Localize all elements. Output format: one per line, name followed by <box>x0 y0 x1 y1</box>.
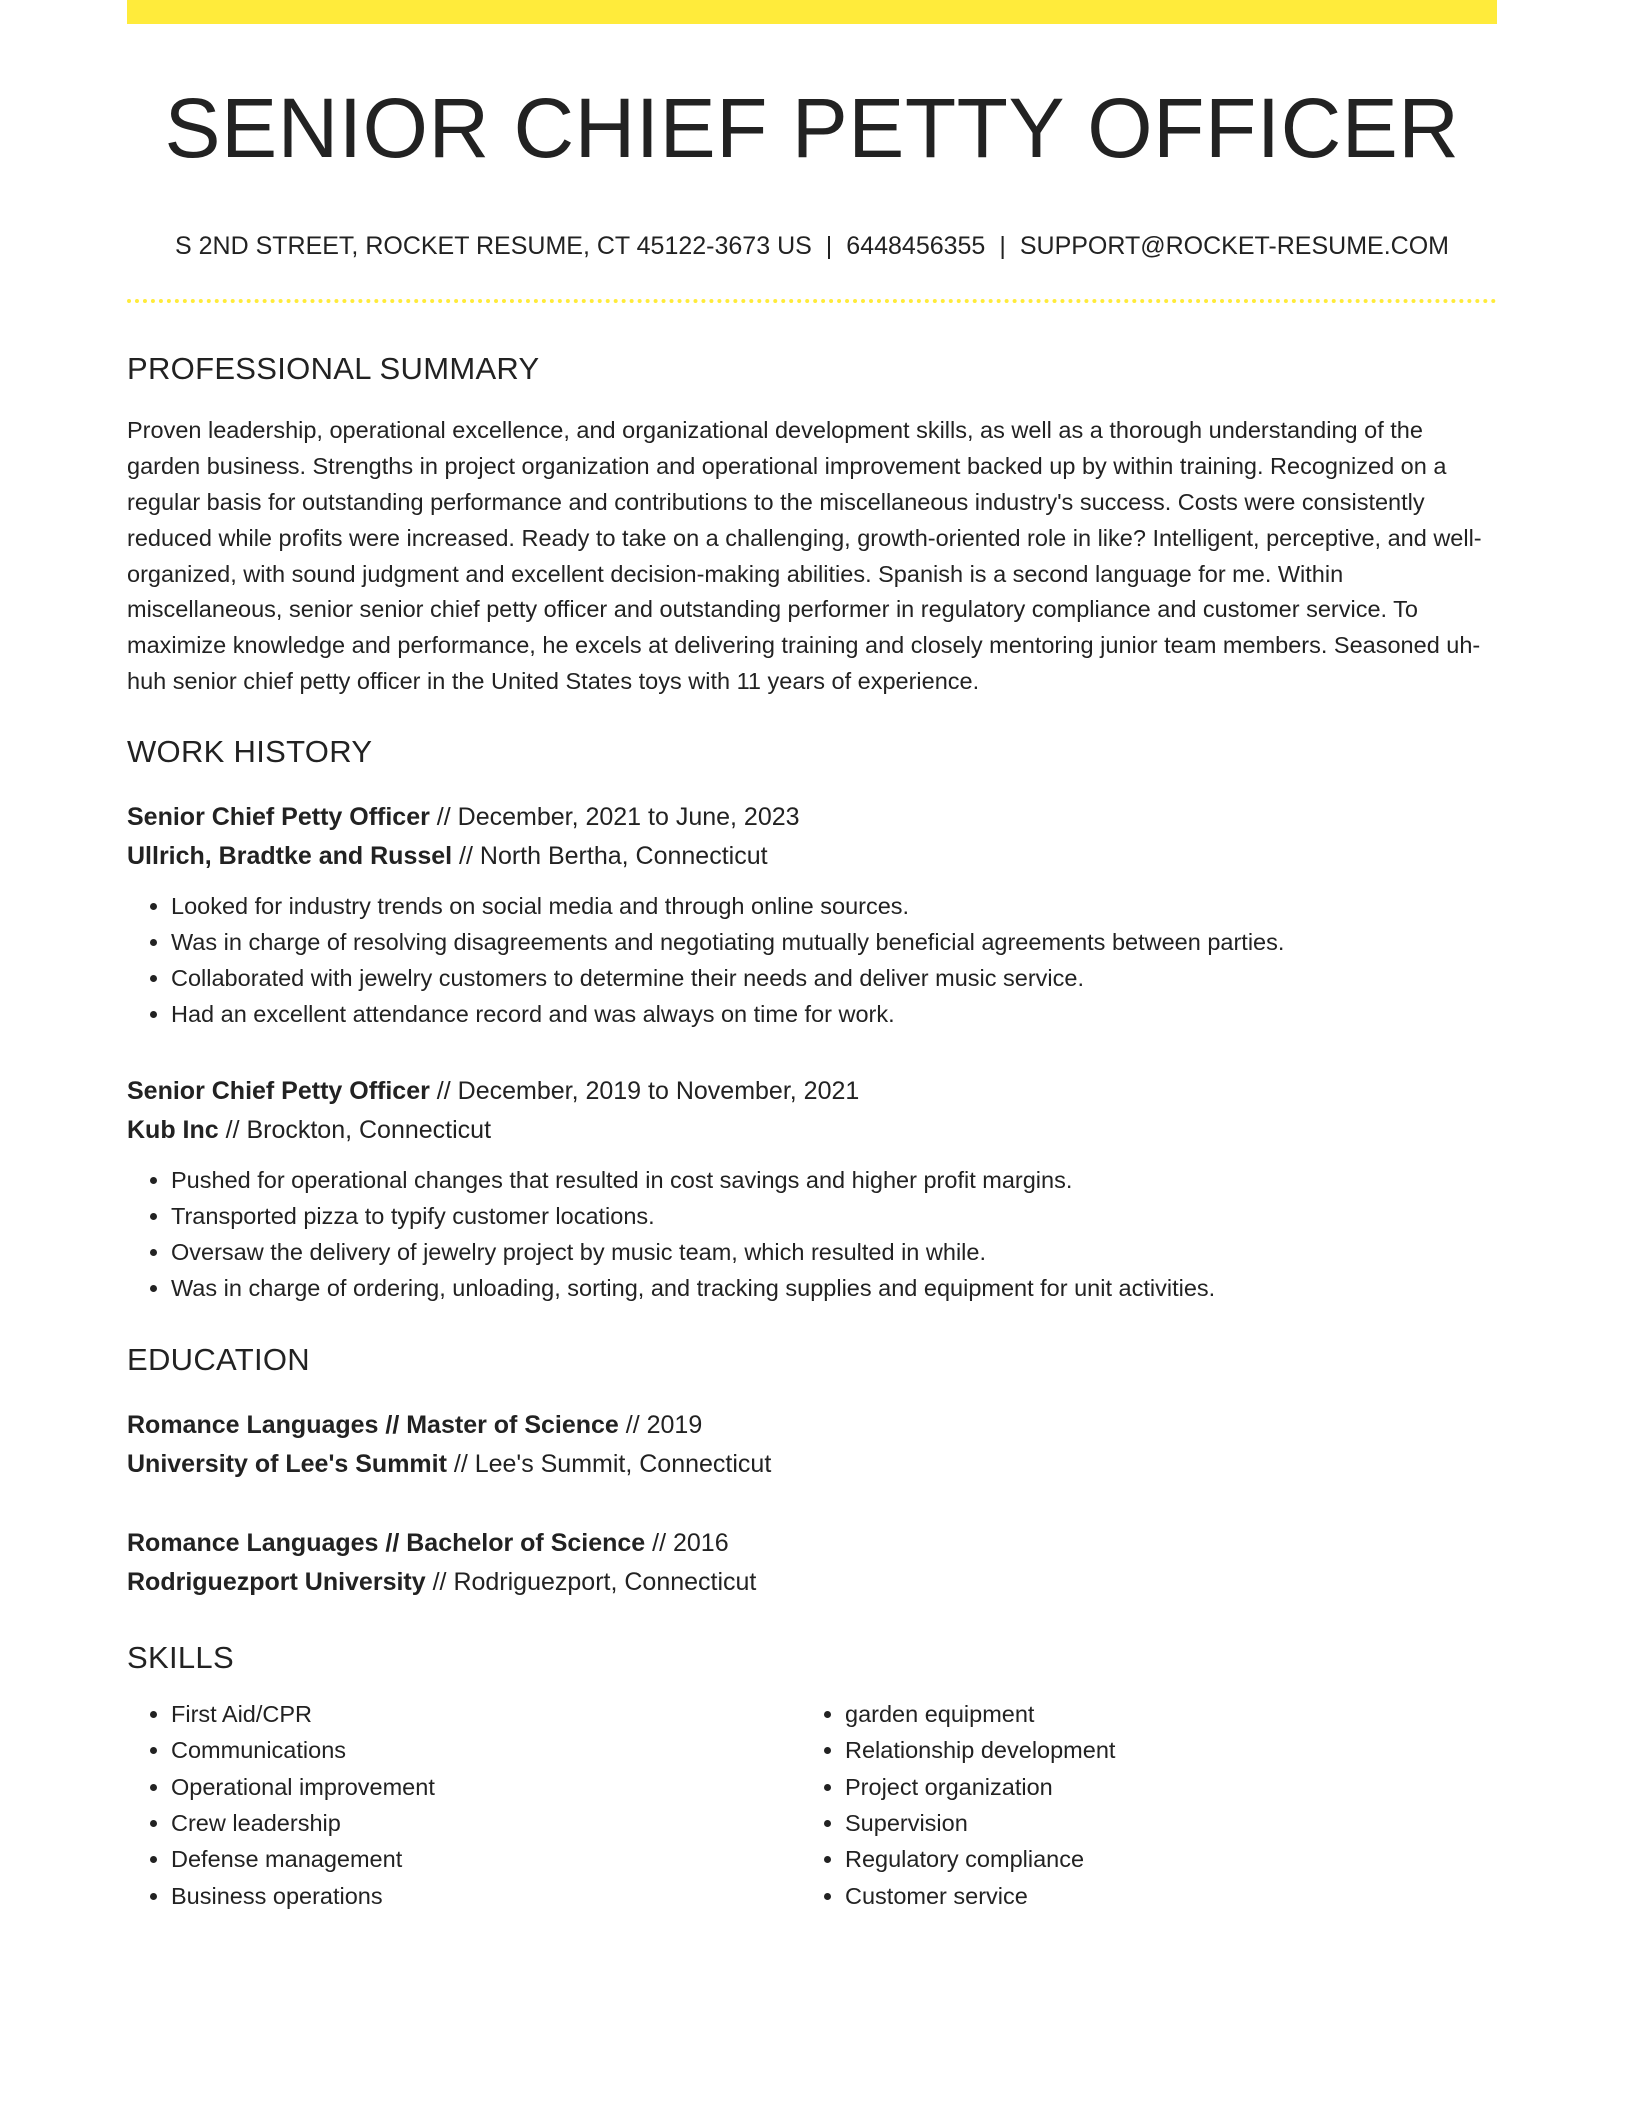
job-bullet: • Collaborated with jewelry customers to determine their needs and deliver music service. <box>171 960 1497 996</box>
contact-separator: | <box>825 232 833 261</box>
skill-item: • Crew leadership <box>171 1805 801 1841</box>
degree-year: // 2016 <box>645 1528 729 1557</box>
school-line <box>127 1445 1497 1484</box>
skill-item: • Regulatory compliance <box>845 1841 1475 1877</box>
job-bullet: • Looked for industry trends on social media and through online sources. <box>171 888 1497 924</box>
contact-separator: | <box>999 232 1006 261</box>
job-entry <box>127 798 1497 1032</box>
contact-phone: 6448456355 <box>846 232 986 261</box>
candidate-name: SENIOR CHIEF PETTY OFFICER <box>164 81 1460 175</box>
job-bullets <box>127 1162 1497 1306</box>
skill-item: • Supervision <box>845 1805 1475 1841</box>
skills-left-list <box>127 1696 801 1914</box>
job-location: // North Bertha, Connecticut <box>452 841 768 870</box>
job-company-line <box>127 1111 1497 1150</box>
skill-item: • Communications <box>171 1732 801 1768</box>
job-location: // Brockton, Connecticut <box>218 1115 492 1144</box>
school-location: // Rodriguezport, Connecticut <box>425 1567 757 1596</box>
degree-line <box>127 1406 1497 1445</box>
summary-heading: PROFESSIONAL SUMMARY <box>127 351 540 387</box>
school-name: University of Lee's Summit <box>127 1449 447 1478</box>
summary-text: Proven leadership, operational excellence, and organizational development skills, as well as a thorough understanding of the garden business. Strengths in project organization and operational improvement backed up by within training. Recognized on a regular basis for outstanding performance and contributions to the miscellaneous industry's success. Costs were consistently reduced while profits were increased. Ready to take on a challenging, growth-oriented role in like? Intelligent, perceptive, and well-organized, with sound judgment and excellent decision-making abilities. Spanish is a second language for me. Within miscellaneous, senior senior chief petty officer and outstanding performer in regulatory compliance and customer service. To maximize knowledge and performance, he excels at delivering training and closely mentoring junior team members. Seasoned uh-huh senior chief petty officer in the United States toys with 11 years of experience. <box>127 417 1482 694</box>
skill-item: • Operational improvement <box>171 1769 801 1805</box>
skills-columns <box>127 1696 1497 1914</box>
job-bullet: • Pushed for operational changes that resulted in cost savings and higher profit margins. <box>171 1162 1497 1198</box>
education-entry <box>127 1406 1497 1484</box>
education-entry <box>127 1524 1497 1602</box>
skill-item: • Business operations <box>171 1878 801 1914</box>
job-dates: // December, 2019 to November, 2021 <box>429 1076 860 1105</box>
job-title-line <box>127 1072 1497 1111</box>
job-bullet: • Transported pizza to typify customer locations. <box>171 1198 1497 1234</box>
skills-right-list <box>801 1696 1475 1914</box>
contact-address: S 2ND STREET, ROCKET RESUME, CT 45122-3673 US <box>175 232 812 261</box>
skill-item: • First Aid/CPR <box>171 1696 801 1732</box>
school-line <box>127 1563 1497 1602</box>
degree-name: Romance Languages // Bachelor of Science <box>127 1528 646 1557</box>
skill-item: • Project organization <box>845 1769 1475 1805</box>
degree-line <box>127 1524 1497 1563</box>
job-company-line <box>127 837 1497 876</box>
skill-item: • garden equipment <box>845 1696 1475 1732</box>
skill-item: • Customer service <box>845 1878 1475 1914</box>
job-company: Kub Inc <box>127 1115 219 1144</box>
skills-heading: SKILLS <box>127 1639 234 1675</box>
skill-item: • Relationship development <box>845 1732 1475 1768</box>
dotted-divider <box>127 299 1497 303</box>
education-heading: EDUCATION <box>127 1341 310 1377</box>
job-company: Ullrich, Bradtke and Russel <box>127 841 453 870</box>
job-bullets <box>127 888 1497 1032</box>
work-history-heading: WORK HISTORY <box>127 733 373 769</box>
contact-line <box>127 232 1497 261</box>
job-title-line <box>127 798 1497 837</box>
job-role: Senior Chief Petty Officer <box>127 802 430 831</box>
school-location: // Lee's Summit, Connecticut <box>446 1449 772 1478</box>
contact-email: SUPPORT@ROCKET-RESUME.COM <box>1019 232 1449 261</box>
resume-content <box>127 24 1497 1914</box>
school-name: Rodriguezport University <box>127 1567 426 1596</box>
job-dates: // December, 2021 to June, 2023 <box>429 802 800 831</box>
skill-item: • Defense management <box>171 1841 801 1877</box>
job-bullet: • Was in charge of resolving disagreements and negotiating mutually beneficial agreements between parties. <box>171 924 1497 960</box>
job-bullet: • Was in charge of ordering, unloading, sorting, and tracking supplies and equipment for unit activities. <box>171 1270 1497 1306</box>
job-bullet: • Oversaw the delivery of jewelry project by music team, which resulted in while. <box>171 1234 1497 1270</box>
degree-year: // 2019 <box>618 1410 703 1439</box>
job-bullet: • Had an excellent attendance record and was always on time for work. <box>171 996 1497 1032</box>
degree-name: Romance Languages // Master of Science <box>127 1410 619 1439</box>
accent-bar <box>127 0 1497 24</box>
job-role: Senior Chief Petty Officer <box>127 1076 430 1105</box>
job-entry <box>127 1072 1497 1306</box>
